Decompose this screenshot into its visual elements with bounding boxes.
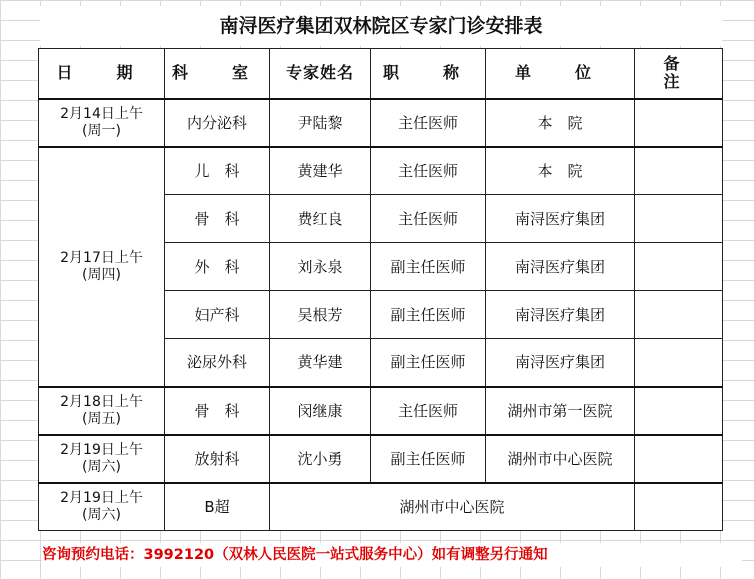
header-title: 职 称	[371, 49, 486, 99]
date-cell	[39, 483, 165, 531]
date-cell	[39, 147, 165, 387]
title-cell: 副主任医师	[371, 291, 486, 339]
title-cell: 主任医师	[371, 195, 486, 243]
title-cell: 副主任医师	[371, 435, 486, 483]
weekday-text: (周六)	[82, 506, 121, 523]
title-cell: 主任医师	[371, 147, 486, 195]
date-text: 2月19日上午	[60, 441, 143, 458]
note-cell	[635, 195, 723, 243]
table-row	[39, 483, 723, 531]
note-cell	[635, 339, 723, 387]
dept-cell: 儿 科	[165, 147, 270, 195]
header-date: 日 期	[39, 49, 165, 99]
name-cell: 黄华建	[270, 339, 371, 387]
note-cell	[635, 147, 723, 195]
unit-cell: 湖州市第一医院	[486, 387, 635, 435]
consultation-footer: 咨询预约电话：3992120（双林人民医院一站式服务中心）如有调整另行通知	[42, 543, 742, 567]
name-cell: 沈小勇	[270, 435, 371, 483]
table-row	[39, 99, 723, 147]
date-text: 2月14日上午	[60, 105, 143, 122]
date-text: 2月19日上午	[60, 489, 143, 506]
name-cell: 吴根芳	[270, 291, 371, 339]
table-row	[39, 435, 723, 483]
unit-cell: 南浔医疗集团	[486, 339, 635, 387]
title-cell: 副主任医师	[371, 243, 486, 291]
header-note: 备 注	[635, 49, 723, 99]
schedule-table	[38, 48, 723, 531]
unit-cell: 南浔医疗集团	[486, 195, 635, 243]
note-cell	[635, 291, 723, 339]
note-cell	[635, 99, 723, 147]
dept-cell: 放射科	[165, 435, 270, 483]
note-cell	[635, 243, 723, 291]
name-cell: 尹陆黎	[270, 99, 371, 147]
name-cell: 刘永泉	[270, 243, 371, 291]
date-cell	[39, 99, 165, 147]
name-cell: 闵继康	[270, 387, 371, 435]
weekday-text: (周五)	[82, 410, 121, 427]
name-cell: 黄建华	[270, 147, 371, 195]
title-cell: 主任医师	[371, 387, 486, 435]
unit-cell: 南浔医疗集团	[486, 243, 635, 291]
dept-cell: B超	[165, 483, 270, 531]
dept-cell: 外 科	[165, 243, 270, 291]
header-unit: 单 位	[486, 49, 635, 99]
date-text: 2月17日上午	[60, 249, 143, 266]
unit-cell: 本 院	[486, 99, 635, 147]
title-cell: 副主任医师	[371, 339, 486, 387]
unit-cell: 湖州市中心医院	[486, 435, 635, 483]
weekday-text: (周六)	[82, 458, 121, 475]
weekday-text: (周四)	[82, 266, 121, 283]
unit-cell: 南浔医疗集团	[486, 291, 635, 339]
note-cell	[635, 483, 723, 531]
date-cell	[39, 387, 165, 435]
date-cell	[39, 435, 165, 483]
dept-cell: 泌尿外科	[165, 339, 270, 387]
table-header-row	[39, 49, 723, 99]
table-row	[39, 387, 723, 435]
weekday-text: (周一)	[82, 122, 121, 139]
title-cell: 主任医师	[371, 99, 486, 147]
note-cell	[635, 435, 723, 483]
merged-unit-cell: 湖州市中心医院	[270, 483, 635, 531]
unit-cell: 本 院	[486, 147, 635, 195]
dept-cell: 骨 科	[165, 195, 270, 243]
dept-cell: 内分泌科	[165, 99, 270, 147]
note-cell	[635, 387, 723, 435]
dept-cell: 妇产科	[165, 291, 270, 339]
date-text: 2月18日上午	[60, 393, 143, 410]
header-dept: 科 室	[165, 49, 270, 99]
name-cell: 费红良	[270, 195, 371, 243]
header-expert-name: 专家姓名	[270, 49, 371, 99]
dept-cell: 骨 科	[165, 387, 270, 435]
page-title: 南浔医疗集团双林院区专家门诊安排表	[40, 6, 722, 46]
table-row	[39, 147, 723, 195]
